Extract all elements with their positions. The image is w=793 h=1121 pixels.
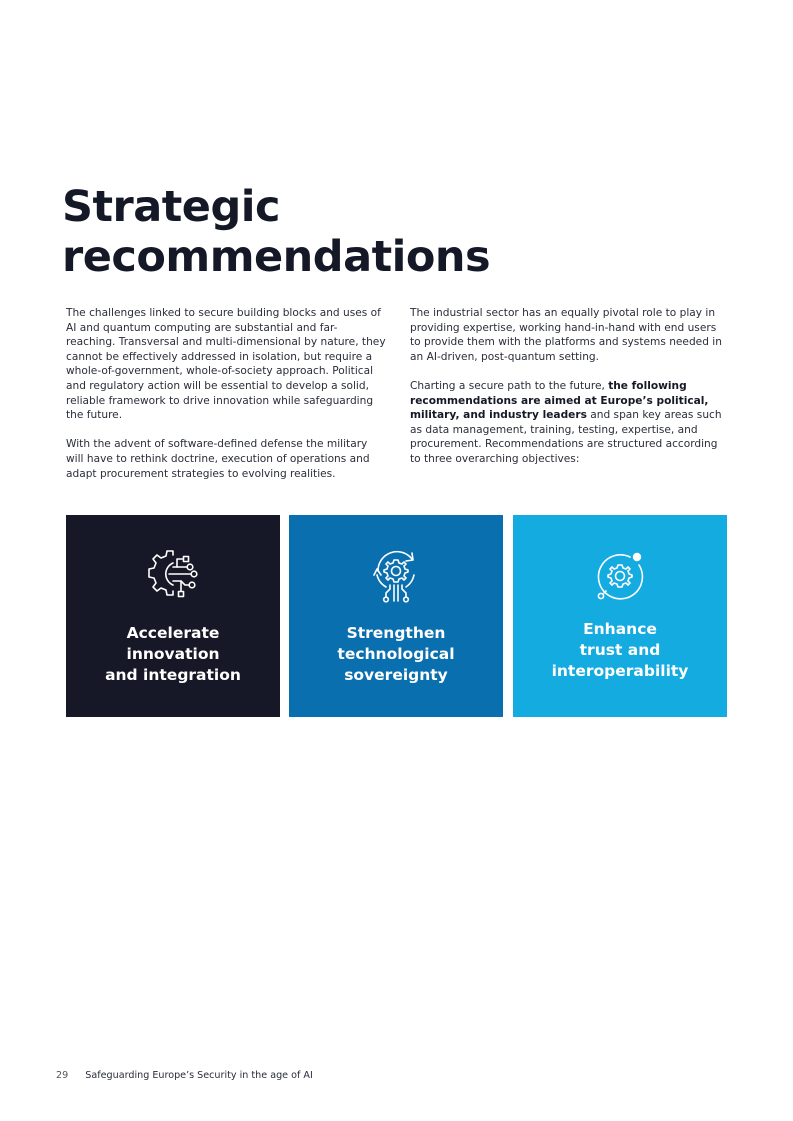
title-line-2: recommendations — [62, 232, 491, 282]
gear-circuit-icon — [143, 545, 203, 609]
gear-orbit-icon — [590, 545, 650, 609]
right-paragraph-2-bold: the following recommendations are aimed at Europe’s political, military, and industry leaders — [410, 379, 709, 422]
page-number: 29 — [56, 1070, 69, 1081]
right-paragraph-1: The industrial sector has an equally pivotal role to play in providing expertise, working hand-in-hand with end users to provide them with the platforms and systems needed in an AI-driven, post-quantum setting. — [410, 307, 722, 363]
objective-card-accelerate — [66, 515, 280, 717]
objective-card-enhance — [513, 515, 727, 717]
page-footer — [56, 1070, 313, 1081]
publication-title: Safeguarding Europe’s Security in the age of AI — [85, 1070, 313, 1081]
left-column — [66, 306, 386, 496]
right-paragraph-2-start: Charting a secure path to the future, — [410, 379, 609, 392]
page-title — [62, 182, 582, 282]
left-paragraph-2: With the advent of software-defined defense the military will have to rethink doctrine, execution of operations and adapt procurement strategies to evolving realities. — [66, 438, 370, 480]
left-paragraph-1: The challenges linked to secure building blocks and uses of AI and quantum computing are substantial and far-reaching. Transversal and multi-dimensional by nature, they cannot be effectively addressed in isolation, but require a whole-of-government, whole-of-society approach. Political and regulatory action will be essential to develop a solid, reliable framework to drive innovation while safeguarding the future. — [66, 307, 386, 422]
right-paragraph-2-end: and span key areas such as data management, training, testing, expertise, and procurement. Recommendations are structured according to three overarching objectives: — [410, 409, 722, 465]
card-label: Strengthen technological sovereignty — [337, 624, 455, 684]
right-column — [410, 306, 725, 481]
right-paragraph-2 — [410, 379, 725, 467]
objective-card-strengthen — [289, 515, 503, 717]
card-label: Enhance trust and interoperability — [551, 620, 689, 680]
card-label: Accelerate innovation and integration — [105, 624, 241, 684]
gear-cycle-circuit-icon — [366, 545, 426, 609]
title-line-1: Strategic — [62, 182, 280, 232]
